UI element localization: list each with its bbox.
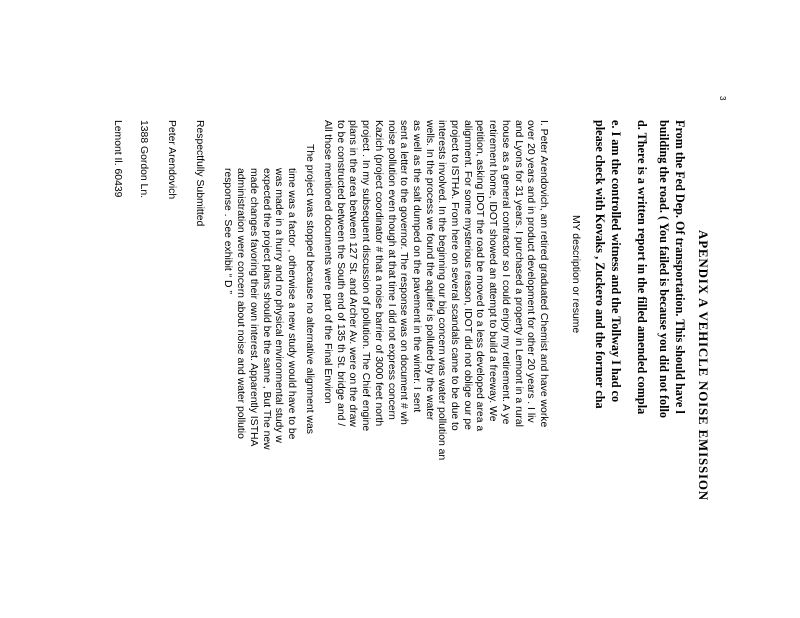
bold-line-4: e. I am the controlled witness and the Tollway I had co xyxy=(609,120,623,403)
stopped-line-1: The project was stopped because no alternative alignment was xyxy=(304,144,315,434)
stopped-line-3: expected the project plans should be the same , But The new xyxy=(260,168,272,450)
resume-line-3: and Lyons for 31 years. I purchased a property in Lemont in a rural xyxy=(512,120,524,427)
signature-city: Lemont Il. 60439 xyxy=(112,120,123,198)
resume-line-4: house as a general contractor so I could enjoy my retirement. A ye xyxy=(499,120,511,425)
signature-street: 1388 Gordon Ln. xyxy=(138,120,149,198)
resume-line-9: interests involved. In the beginning our big concern was water pollution an xyxy=(436,120,448,461)
resume-line-5: retirement home, IDOT showed an attempt to build a freeway. We xyxy=(487,120,499,422)
bold-line-3: d. There is a written report in the filled amended compla xyxy=(635,120,649,415)
signature-closing: Respectfully Submitted xyxy=(194,120,205,227)
page-number: 3 xyxy=(718,96,727,101)
appendix-title: APENDIX A VEHICLE NOISE EMISSION xyxy=(696,230,711,501)
resume-line-13: noise pollution even though at that time I did not express concern xyxy=(385,120,397,420)
resume-line-8: project to ISTHA. From here on several scandals came to be due to xyxy=(449,120,461,431)
resume-line-18: All those mentioned documents were part of the Final Environ xyxy=(322,120,334,404)
resume-line-16: plans in the area between 127 St. and Archer Av. were on the draw xyxy=(347,120,359,427)
section-heading: MY description or resume xyxy=(570,215,581,334)
stopped-line-2: was made in a hurry and no physical environmental study w xyxy=(273,168,285,443)
resume-line-2: over 20 years and in product development for other 20 years . I liv xyxy=(525,120,537,423)
resume-line-12: sent a letter to the governor. The response was on document # wh xyxy=(398,120,410,425)
resume-line-11: as well as the salt dumped on the pavement in the winter. I sent xyxy=(411,120,422,413)
resume-line-10: wells. In the process we found the aquifer is polluted by the water xyxy=(423,120,435,421)
stopped-line-5: administration were concern about noise and water pollutio xyxy=(235,168,247,439)
bold-line-1: From the Fed Dep. Of transportation. This should have l xyxy=(673,120,687,414)
resume-line-14: Kazich (project coordinator # that a noise barrier of 3000 feet north xyxy=(372,120,384,427)
bold-line-2: building the road. ( You failed is because you did not follo xyxy=(657,120,671,418)
stopped-line-1: time was a factor , otherwise a new study would have to be xyxy=(286,168,297,440)
resume-line-15: project . In my subsequent discussion of pollution. The Chief engine xyxy=(360,120,372,432)
resume-line-1: I. Peter Arendovich, am retired graduated Chemist and have worke xyxy=(538,120,549,428)
bold-line-5: please check with Kovaks , Zuckero and the former cha xyxy=(593,120,607,409)
resume-line-7: alignment. For some mysterious reason, IDOT did not oblige our pe xyxy=(461,120,473,430)
stopped-line-4: made changes favoring their own interest. Apparently ISTHA xyxy=(247,168,259,447)
resume-line-6: petition, asking IDOT the road be moved to a less developed area a xyxy=(474,120,486,432)
stopped-line-6: response . See exhibit “ D ” xyxy=(222,168,234,294)
resume-line-17: to be constructed between the South end of 135 th St. bridge and / xyxy=(334,120,346,427)
signature-name: Peter Arendovich xyxy=(166,120,177,200)
